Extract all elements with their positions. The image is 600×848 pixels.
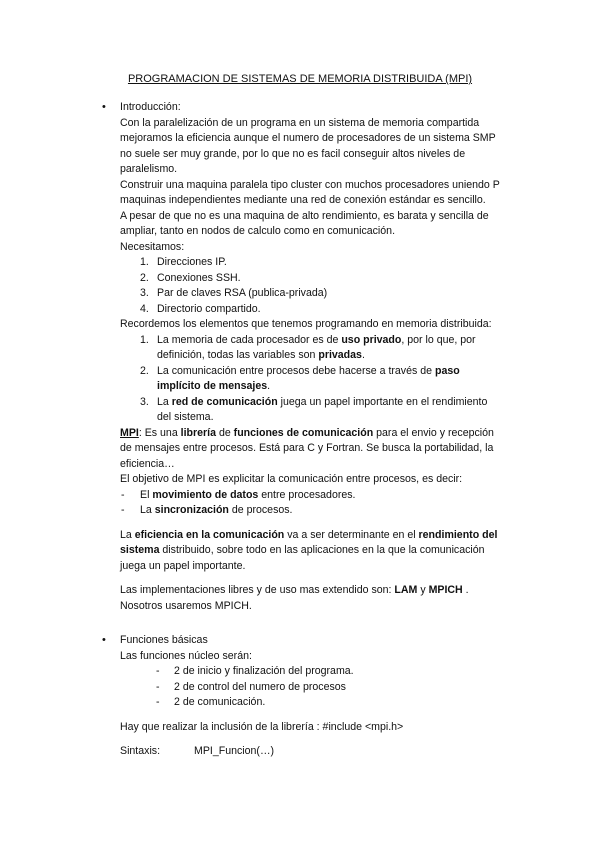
list-item: 1. Direcciones IP. (140, 256, 227, 268)
needs-list (120, 255, 500, 317)
bullet-icon: • (102, 101, 106, 113)
core-functions-label: Las funciones núcleo serán: (120, 649, 252, 662)
mpi-definition: MPI: Es una librería de funciones de comunicación para el envio y recepción de mensajes entre procesos. Está para C y Fortran. Se busca la portabilidad, la eficiencia… (120, 426, 494, 470)
intro-paragraph-2: Construir una maquina paralela tipo cluster con muchos procesadores uniendo P maquinas independientes mediante una red de conexión estándar es sencillo. (120, 178, 500, 206)
list-item: 1. La memoria de cada procesador es de uso privado, por lo que, por definición, todas las variables son privadas. (140, 333, 476, 361)
section-heading-intro: Introducción: (120, 101, 181, 113)
include-paragraph: Hay que realizar la inclusión de la librería : #include <mpi.h> (120, 720, 404, 733)
objective-list (120, 488, 500, 519)
list-item: - 2 de inicio y finalización del programa. (156, 665, 354, 677)
page-title: PROGRAMACION DE SISTEMAS DE MEMORIA DISTRIBUIDA (MPI) (127, 73, 473, 85)
bullet-icon: • (102, 634, 106, 646)
core-functions-list (120, 664, 500, 711)
list-item: 3. Par de claves RSA (publica-privada) (140, 287, 328, 299)
needs-label: Necesitamos: (120, 240, 185, 253)
intro-paragraph-3: A pesar de que no es una maquina de alto rendimiento, es barata y sencilla de ampliar, tanto en nodos de calculo como en comunicación. (120, 209, 489, 237)
list-item: 2. La comunicación entre procesos debe hacerse a través de paso implícito de mensajes. (140, 364, 460, 392)
list-item: - La sincronización de procesos. (121, 504, 293, 516)
recall-paragraph: Recordemos los elementos que tenemos programando en memoria distribuida: (120, 318, 492, 330)
section-heading-funciones: Funciones básicas (120, 634, 208, 646)
section-introduccion (102, 100, 500, 614)
list-item: - 2 de control del numero de procesos (156, 680, 346, 693)
intro-paragraph-1: Con la paralelización de un programa en un sistema de memoria compartida mejoramos la eficiencia aunque el numero de procesadores de un sistema SMP no suele ser muy grande, por lo que no es facil conseguir altos niveles de paralelismo. (120, 116, 496, 175)
syntax-line: Sintaxis: MPI_Funcion(…) (120, 745, 275, 757)
list-item: - 2 de comunicación. (156, 696, 266, 708)
list-item: 2. Conexiones SSH. (140, 271, 241, 284)
list-item: - El movimiento de datos entre procesadores. (121, 488, 356, 501)
elements-list (120, 333, 500, 426)
objective-paragraph: El objetivo de MPI es explicitar la comunicación entre procesos, es decir: (120, 473, 463, 485)
list-item: 3. La red de comunicación juega un papel importante en el rendimiento del sistema. (140, 395, 488, 423)
usage-note: Nosotros usaremos MPICH. (120, 599, 252, 612)
implementations-paragraph: Las implementaciones libres y de uso mas extendido son: LAM y MPICH . (120, 584, 469, 596)
section-funciones-basicas (102, 633, 500, 760)
efficiency-paragraph: La eficiencia en la comunicación va a ser determinante en el rendimiento del sistema distribuido, sobre todo en las aplicaciones en la que la comunicación juega un papel importante. (120, 528, 498, 572)
list-item: 4. Directorio compartido. (140, 302, 261, 315)
